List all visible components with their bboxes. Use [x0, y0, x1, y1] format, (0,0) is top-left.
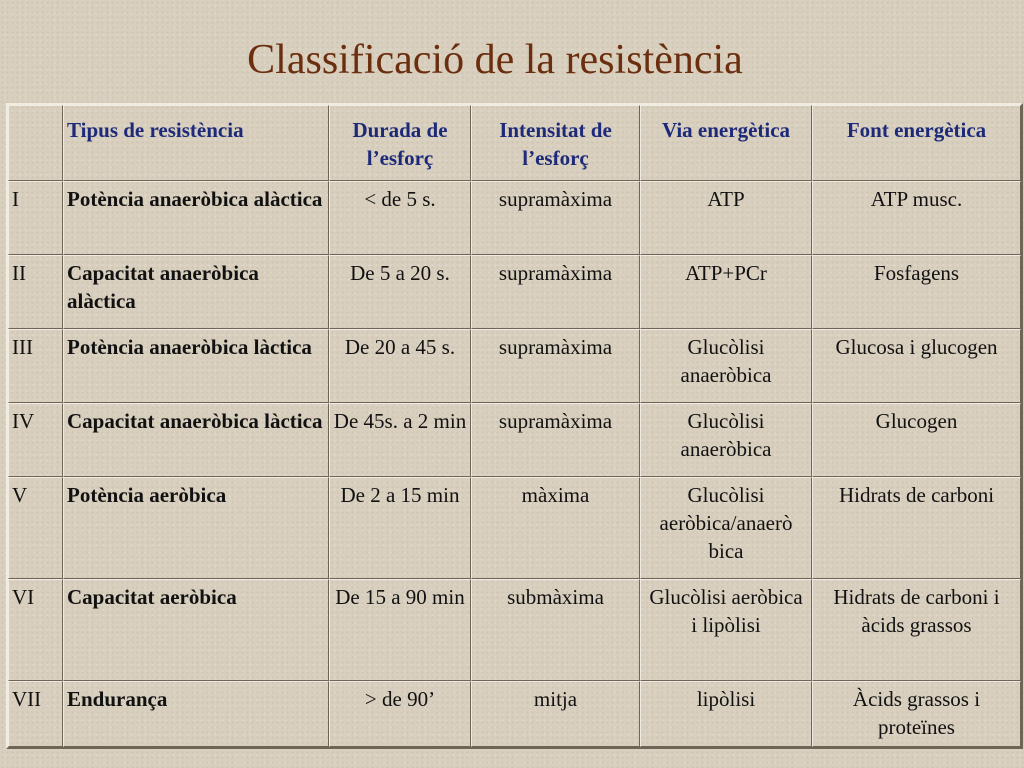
resistance-type-cell: Potència aeròbica [63, 477, 329, 579]
row-number-cell: VII [8, 681, 63, 747]
energy-source-cell: Fosfagens [812, 255, 1021, 329]
energy-source-cell: Àcids grassos i proteïnes [812, 681, 1021, 747]
table-row [8, 329, 1021, 403]
duration-cell: De 2 a 15 min [329, 477, 471, 579]
row-number-cell: VI [8, 579, 63, 681]
row-number-cell: V [8, 477, 63, 579]
intensity-cell: supramàxima [471, 181, 640, 255]
duration-cell: De 5 a 20 s. [329, 255, 471, 329]
header-cell-type: Tipus de resistència [63, 105, 329, 181]
row-number-cell: I [8, 181, 63, 255]
energy-source-cell: Glucosa i glucogen [812, 329, 1021, 403]
resistance-type-cell: Capacitat aeròbica [63, 579, 329, 681]
energy-pathway-cell: ATP+PCr [640, 255, 812, 329]
intensity-cell: submàxima [471, 579, 640, 681]
table-row [8, 181, 1021, 255]
row-number-cell: II [8, 255, 63, 329]
table-row [8, 255, 1021, 329]
duration-cell: < de 5 s. [329, 181, 471, 255]
energy-source-cell: Glucogen [812, 403, 1021, 477]
energy-source-cell: ATP musc. [812, 181, 1021, 255]
row-number-cell: III [8, 329, 63, 403]
resistance-type-cell: Potència anaeròbica làctica [63, 329, 329, 403]
header-cell-intensity: Intensitat de l’esforç [471, 105, 640, 181]
intensity-cell: supramàxima [471, 329, 640, 403]
duration-cell: De 20 a 45 s. [329, 329, 471, 403]
table-row [8, 477, 1021, 579]
energy-source-cell: Hidrats de carboni i àcids grassos [812, 579, 1021, 681]
intensity-cell: màxima [471, 477, 640, 579]
energy-pathway-cell: Glucòlisi aeròbica/anaerò bica [640, 477, 812, 579]
energy-pathway-cell: ATP [640, 181, 812, 255]
energy-pathway-cell: Glucòlisi anaeròbica [640, 403, 812, 477]
resistance-type-cell: Potència anaeròbica alàctica [63, 181, 329, 255]
page-title: Classificació de la resistència [247, 37, 743, 83]
table-row [8, 403, 1021, 477]
header-cell-pathway: Via energètica [640, 105, 812, 181]
duration-cell: De 45s. a 2 min [329, 403, 471, 477]
energy-pathway-cell: Glucòlisi aeròbica i lipòlisi [640, 579, 812, 681]
resistance-type-cell: Capacitat anaeròbica alàctica [63, 255, 329, 329]
header-cell-number [8, 105, 63, 181]
resistance-classification-table [6, 103, 1023, 749]
intensity-cell: supramàxima [471, 255, 640, 329]
row-number-cell: IV [8, 403, 63, 477]
header-cell-duration: Durada de l’esforç [329, 105, 471, 181]
intensity-cell: supramàxima [471, 403, 640, 477]
energy-pathway-cell: Glucòlisi anaeròbica [640, 329, 812, 403]
table-row [8, 579, 1021, 681]
table-header-row [8, 105, 1021, 181]
duration-cell: De 15 a 90 min [329, 579, 471, 681]
duration-cell: > de 90’ [329, 681, 471, 747]
resistance-type-cell: Endurança [63, 681, 329, 747]
resistance-type-cell: Capacitat anaeròbica làctica [63, 403, 329, 477]
table-row [8, 681, 1021, 747]
intensity-cell: mitja [471, 681, 640, 747]
energy-source-cell: Hidrats de carboni [812, 477, 1021, 579]
energy-pathway-cell: lipòlisi [640, 681, 812, 747]
header-cell-source: Font energètica [812, 105, 1021, 181]
